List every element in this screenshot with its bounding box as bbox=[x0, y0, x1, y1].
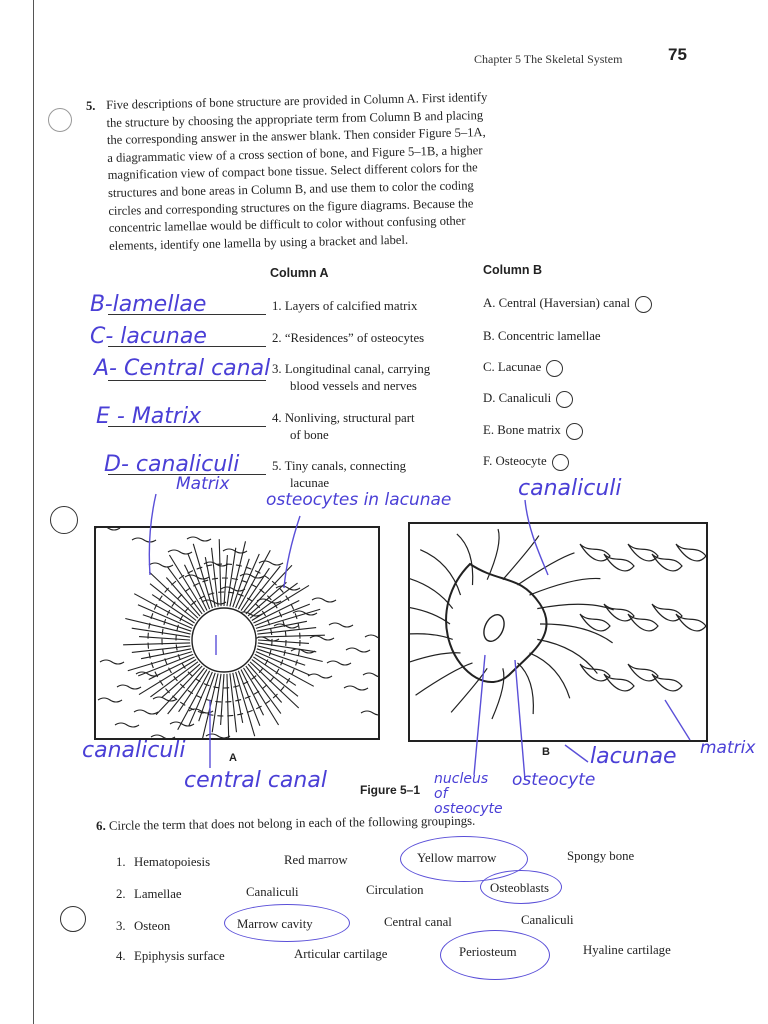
grouping-term[interactable]: Lamellae bbox=[134, 887, 182, 901]
grouping-row-3 bbox=[116, 913, 696, 936]
question-5-number: 5. bbox=[86, 99, 96, 113]
grouping-term[interactable]: Epiphysis surface bbox=[134, 949, 225, 963]
grouping-number: 4. bbox=[116, 949, 126, 963]
item-text-continued: blood vessels and nerves bbox=[290, 379, 417, 393]
annotation-osteocyte: osteocyte bbox=[512, 770, 596, 790]
item-number: 2. bbox=[272, 331, 282, 345]
grouping-term-circled[interactable]: Periosteum bbox=[459, 945, 517, 959]
grouping-row-2 bbox=[116, 881, 696, 904]
item-label: E. Bone matrix bbox=[483, 423, 561, 437]
grouping-number: 3. bbox=[116, 919, 126, 933]
grouping-term-circled[interactable]: Osteoblasts bbox=[490, 881, 550, 895]
figure-b-label: B bbox=[542, 746, 550, 758]
grouping-number: 1. bbox=[116, 855, 126, 869]
annotation-matrix-b: matrix bbox=[700, 738, 756, 758]
grouping-term-circled[interactable]: Marrow cavity bbox=[237, 917, 313, 931]
answer-5-handwriting: D- canaliculi bbox=[104, 452, 240, 477]
q5-line: structures and bone areas in Column B, and use them to color the coding bbox=[107, 178, 474, 200]
grouping-term[interactable]: Hyaline cartilage bbox=[583, 943, 671, 957]
answer-4-handwriting: E - Matrix bbox=[96, 404, 202, 429]
answer-circle-row-2 bbox=[480, 870, 562, 904]
grouping-term[interactable]: Osteon bbox=[134, 919, 171, 933]
figure-caption: Figure 5–1 bbox=[360, 783, 421, 797]
q5-line: circles and corresponding structures on the figure diagrams. Because the bbox=[108, 195, 474, 218]
item-text-continued: lacunae bbox=[290, 476, 330, 490]
item-number: 4. bbox=[272, 411, 282, 425]
item-text: Tiny canals, connecting bbox=[284, 459, 407, 473]
figure-a-label: A bbox=[229, 752, 237, 764]
grouping-term[interactable]: Spongy bone bbox=[567, 849, 635, 863]
item-number: 5. bbox=[272, 459, 282, 473]
grouping-term[interactable]: Canaliculi bbox=[246, 885, 299, 899]
grouping-term[interactable]: Central canal bbox=[384, 915, 452, 929]
annotation-osteocytes: osteocytes in lacunae bbox=[266, 490, 452, 510]
answer-circle-row-3 bbox=[224, 904, 350, 942]
grouping-term[interactable]: Red marrow bbox=[284, 853, 348, 867]
question-6-text: Circle the term that does not belong in each of the following groupings. bbox=[108, 813, 476, 833]
annotation-canaliculi-b: canaliculi bbox=[518, 476, 622, 501]
item-text: Longitudinal canal, carrying bbox=[284, 362, 431, 376]
annotation-canaliculi-a: canaliculi bbox=[82, 738, 186, 763]
item-label: F. Osteocyte bbox=[483, 454, 547, 468]
question-6-number: 6. bbox=[96, 818, 106, 833]
item-label: B. Concentric lamellae bbox=[483, 329, 601, 343]
item-number: 3. bbox=[272, 362, 282, 376]
answer-1-handwriting: B-lamellae bbox=[90, 292, 207, 317]
item-label: A. Central (Haversian) canal bbox=[483, 296, 631, 310]
annotation-nucleus: nucleus of osteocyte bbox=[434, 771, 503, 817]
item-text-continued: of bone bbox=[290, 428, 329, 442]
q5-line: the corresponding answer in the answer blank. Then consider Figure 5–1A, bbox=[106, 125, 486, 148]
grouping-term-circled[interactable]: Yellow marrow bbox=[417, 851, 497, 865]
item-text: “Residences” of osteocytes bbox=[284, 331, 425, 345]
item-label: D. Canaliculi bbox=[483, 391, 552, 405]
column-b-heading: Column B bbox=[483, 263, 543, 277]
grouping-term[interactable]: Articular cartilage bbox=[294, 947, 388, 961]
running-header: Chapter 5 The Skeletal System bbox=[474, 52, 623, 66]
answer-circle-row-4 bbox=[440, 930, 550, 980]
q5-line: the structure by choosing the appropriate term from Column B and placing bbox=[106, 107, 484, 130]
item-text: Layers of calcified matrix bbox=[284, 299, 418, 313]
annotation-matrix-a: Matrix bbox=[176, 474, 230, 494]
grouping-term[interactable]: Canaliculi bbox=[521, 913, 574, 927]
annotation-central-canal: central canal bbox=[184, 768, 327, 793]
answer-3-handwriting: A- Central canal bbox=[94, 356, 271, 381]
column-a-heading: Column A bbox=[270, 266, 329, 280]
q5-line: Five descriptions of bone structure are provided in Column A. First identify bbox=[106, 90, 488, 112]
grouping-row-4 bbox=[116, 943, 696, 966]
q5-line: elements, identify one lamella by using a bracket and label. bbox=[108, 232, 409, 253]
item-text: Nonliving, structural part bbox=[284, 411, 415, 425]
item-label: C. Lacunae bbox=[483, 360, 542, 374]
grouping-term[interactable]: Hematopoiesis bbox=[134, 855, 211, 869]
grouping-term[interactable]: Circulation bbox=[366, 883, 424, 897]
page-number: 75 bbox=[668, 45, 687, 64]
item-number: 1. bbox=[272, 299, 282, 313]
q5-line: magnification view of compact bone tissue. Select different colors for the bbox=[107, 160, 478, 183]
answer-2-handwriting: C- lacunae bbox=[90, 324, 207, 349]
grouping-number: 2. bbox=[116, 887, 126, 901]
q5-line: concentric lamellae would be difficult to color without confusing other bbox=[108, 213, 466, 236]
q5-line: a diagrammatic view of a cross section of bone, and Figure 5–1B, a higher bbox=[107, 142, 483, 165]
annotation-lacunae: lacunae bbox=[590, 744, 677, 769]
